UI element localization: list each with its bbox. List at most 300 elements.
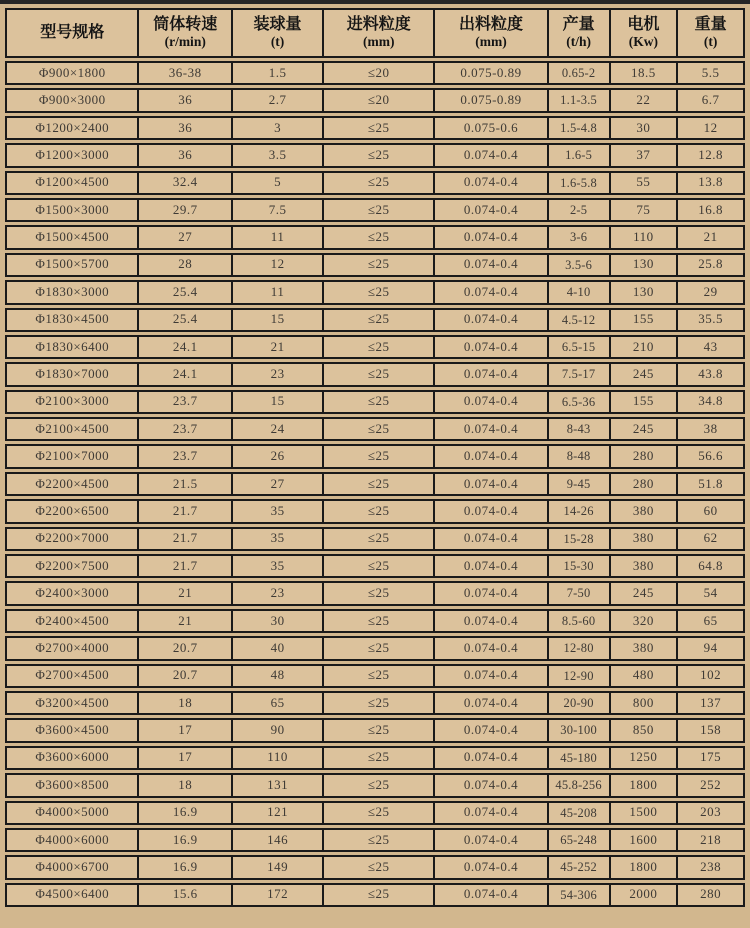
table-cell-model: Φ2100×3000	[7, 392, 139, 412]
table-cell-discharge-size: 0.074-0.4	[435, 529, 548, 549]
table-cell-ball-load: 23	[233, 583, 324, 603]
table-cell-capacity: 8-43	[549, 419, 611, 439]
table-cell-motor: 800	[611, 693, 679, 713]
column-unit: (mm)	[363, 34, 395, 50]
table-row	[5, 636, 745, 660]
table-cell-model: Φ2700×4500	[7, 666, 139, 686]
table-cell-capacity: 15-28	[549, 529, 611, 549]
table-row	[5, 88, 745, 112]
table-cell-motor: 245	[611, 419, 679, 439]
table-cell-feed-size: ≤25	[324, 857, 435, 877]
table-cell-feed-size: ≤25	[324, 118, 435, 138]
table-cell-motor: 380	[611, 529, 679, 549]
table-cell-motor: 210	[611, 337, 679, 357]
table-cell-discharge-size: 0.074-0.4	[435, 720, 548, 740]
table-row	[5, 581, 745, 605]
table-cell-feed-size: ≤25	[324, 775, 435, 795]
table-cell-model: Φ3600×8500	[7, 775, 139, 795]
table-cell-feed-size: ≤25	[324, 638, 435, 658]
table-cell-weight: 54	[703, 585, 718, 601]
table-cell-model: Φ1500×5700	[7, 255, 139, 275]
table-cell-weight: 5.5	[701, 64, 720, 80]
table-cell-model: Φ2100×4500	[7, 419, 139, 439]
table-cell-capacity: 8.5-60	[549, 611, 611, 631]
table-cell-ball-load: 21	[233, 337, 324, 357]
table-row	[5, 472, 745, 496]
table-row	[5, 691, 745, 715]
table-cell-ball-load: 11	[233, 282, 324, 302]
table-row	[5, 390, 745, 414]
column-title: 产量	[562, 16, 595, 34]
table-cell-feed-size: ≤25	[324, 310, 435, 330]
table-cell-feed-size: ≤25	[324, 474, 435, 494]
table-row	[5, 171, 745, 195]
table-cell-cylinder-speed: 21.5	[139, 474, 232, 494]
table-cell-motor: 1800	[611, 775, 679, 795]
table-cell-discharge-size: 0.074-0.4	[435, 830, 548, 850]
column-header-capacity	[549, 10, 611, 56]
table-row	[5, 499, 745, 523]
column-title: 进料粒度	[346, 16, 411, 34]
table-row	[5, 527, 745, 551]
table-row	[5, 335, 745, 359]
column-header-ball-load	[233, 10, 324, 56]
table-cell-motor: 245	[611, 583, 679, 603]
column-unit: (mm)	[475, 34, 507, 50]
table-cell-discharge-size: 0.074-0.4	[435, 803, 548, 823]
table-cell-weight: 35.5	[698, 311, 723, 327]
table-cell-motor: 380	[611, 501, 679, 521]
table-cell-feed-size: ≤25	[324, 556, 435, 576]
table-row	[5, 280, 745, 304]
table-cell-discharge-size: 0.074-0.4	[435, 337, 548, 357]
table-cell-feed-size: ≤25	[324, 446, 435, 466]
column-title: 型号规格	[40, 23, 105, 41]
table-cell-ball-load: 7.5	[233, 200, 324, 220]
table-cell-model: Φ2400×3000	[7, 583, 139, 603]
table-cell-ball-load: 35	[233, 556, 324, 576]
table-cell-motor: 2000	[611, 885, 679, 905]
table-cell-discharge-size: 0.074-0.4	[435, 693, 548, 713]
table-cell-weight: 137	[700, 694, 722, 710]
table-cell-weight: 16.8	[698, 201, 723, 217]
table-cell-capacity: 1.6-5.8	[549, 173, 611, 193]
table-row	[5, 143, 745, 167]
table-cell-ball-load: 146	[233, 830, 324, 850]
table-cell-discharge-size: 0.074-0.4	[435, 364, 548, 384]
table-cell-discharge-size: 0.075-0.89	[435, 63, 548, 83]
table-cell-motor: 130	[611, 282, 679, 302]
table-cell-motor: 1800	[611, 857, 679, 877]
table-cell-discharge-size: 0.074-0.4	[435, 173, 548, 193]
table-cell-capacity: 4-10	[549, 282, 611, 302]
column-header-feed-size	[324, 10, 435, 56]
table-cell-discharge-size: 0.074-0.4	[435, 556, 548, 576]
table-cell-ball-load: 131	[233, 775, 324, 795]
table-cell-capacity: 12-90	[549, 666, 611, 686]
table-row	[5, 308, 745, 332]
table-cell-model: Φ900×1800	[7, 63, 139, 83]
table-cell-capacity: 4.5-12	[549, 310, 611, 330]
column-unit: (r/min)	[164, 34, 206, 50]
table-row	[5, 801, 745, 825]
table-cell-capacity: 8-48	[549, 446, 611, 466]
table-cell-discharge-size: 0.074-0.4	[435, 583, 548, 603]
table-cell-feed-size: ≤25	[324, 501, 435, 521]
table-cell-cylinder-speed: 24.1	[139, 337, 232, 357]
table-cell-feed-size: ≤25	[324, 693, 435, 713]
table-cell-motor: 280	[611, 474, 679, 494]
table-cell-discharge-size: 0.074-0.4	[435, 474, 548, 494]
table-cell-ball-load: 35	[233, 529, 324, 549]
table-cell-discharge-size: 0.075-0.6	[435, 118, 548, 138]
table-cell-discharge-size: 0.074-0.4	[435, 501, 548, 521]
table-row	[5, 362, 745, 386]
table-cell-feed-size: ≤25	[324, 720, 435, 740]
table-cell-cylinder-speed: 21.7	[139, 501, 232, 521]
table-row	[5, 855, 745, 879]
table-cell-cylinder-speed: 15.6	[139, 885, 232, 905]
table-cell-feed-size: ≤25	[324, 282, 435, 302]
table-row	[5, 554, 745, 578]
table-cell-ball-load: 15	[233, 310, 324, 330]
table-cell-discharge-size: 0.074-0.4	[435, 638, 548, 658]
table-cell-ball-load: 12	[233, 255, 324, 275]
table-cell-discharge-size: 0.074-0.4	[435, 885, 548, 905]
table-cell-cylinder-speed: 36	[139, 118, 232, 138]
table-cell-capacity: 9-45	[549, 474, 611, 494]
table-cell-capacity: 1.6-5	[549, 145, 611, 165]
table-cell-feed-size: ≤25	[324, 200, 435, 220]
table-cell-discharge-size: 0.074-0.4	[435, 446, 548, 466]
table-cell-cylinder-speed: 18	[139, 693, 232, 713]
table-cell-feed-size: ≤25	[324, 803, 435, 823]
table-cell-motor: 55	[611, 173, 679, 193]
table-cell-weight: 43	[703, 338, 718, 354]
table-cell-model: Φ3600×6000	[7, 748, 139, 768]
table-cell-ball-load: 27	[233, 474, 324, 494]
table-cell-ball-load: 35	[233, 501, 324, 521]
table-cell-weight: 238	[700, 859, 722, 875]
table-cell-model: Φ900×3000	[7, 90, 139, 110]
table-cell-weight: 60	[703, 502, 718, 518]
table-cell-discharge-size: 0.074-0.4	[435, 666, 548, 686]
table-cell-ball-load: 24	[233, 419, 324, 439]
table-cell-cylinder-speed: 24.1	[139, 364, 232, 384]
table-cell-motor: 850	[611, 720, 679, 740]
table-cell-feed-size: ≤25	[324, 666, 435, 686]
table-cell-weight: 38	[703, 420, 718, 436]
table-row	[5, 828, 745, 852]
table-cell-ball-load: 26	[233, 446, 324, 466]
column-title: 重量	[694, 16, 727, 34]
table-cell-feed-size: ≤25	[324, 173, 435, 193]
table-cell-motor: 380	[611, 556, 679, 576]
table-cell-ball-load: 90	[233, 720, 324, 740]
table-cell-ball-load: 121	[233, 803, 324, 823]
table-cell-capacity: 14-26	[549, 501, 611, 521]
table-cell-feed-size: ≤20	[324, 63, 435, 83]
table-cell-capacity: 1.5-4.8	[549, 118, 611, 138]
table-cell-model: Φ2200×6500	[7, 501, 139, 521]
table-cell-cylinder-speed: 18	[139, 775, 232, 795]
column-header-discharge-size	[435, 10, 548, 56]
column-title: 出料粒度	[458, 16, 523, 34]
table-cell-ball-load: 15	[233, 392, 324, 412]
table-cell-model: Φ1500×4500	[7, 227, 139, 247]
table-cell-model: Φ4000×6000	[7, 830, 139, 850]
table-cell-weight: 25.8	[698, 256, 723, 272]
table-cell-ball-load: 172	[233, 885, 324, 905]
table-cell-motor: 110	[611, 227, 679, 247]
table-row	[5, 773, 745, 797]
table-cell-motor: 22	[611, 90, 679, 110]
column-unit: (Kw)	[628, 34, 658, 50]
table-cell-discharge-size: 0.074-0.4	[435, 392, 548, 412]
table-cell-discharge-size: 0.074-0.4	[435, 748, 548, 768]
table-cell-cylinder-speed: 16.9	[139, 857, 232, 877]
table-row	[5, 444, 745, 468]
column-title: 装球量	[253, 16, 302, 34]
table-row	[5, 609, 745, 633]
column-header-weight	[678, 10, 743, 56]
table-cell-ball-load: 3	[233, 118, 324, 138]
table-cell-model: Φ4000×5000	[7, 803, 139, 823]
table-row	[5, 718, 745, 742]
table-cell-cylinder-speed: 17	[139, 748, 232, 768]
table-cell-weight: 94	[703, 639, 718, 655]
table-cell-weight: 175	[700, 749, 722, 765]
table-cell-motor: 480	[611, 666, 679, 686]
table-cell-cylinder-speed: 28	[139, 255, 232, 275]
table-cell-discharge-size: 0.074-0.4	[435, 611, 548, 631]
table-row	[5, 116, 745, 140]
table-cell-capacity: 65-248	[549, 830, 611, 850]
table-cell-weight: 13.8	[698, 174, 723, 190]
table-cell-ball-load: 110	[233, 748, 324, 768]
table-cell-feed-size: ≤25	[324, 145, 435, 165]
table-cell-weight: 218	[700, 831, 722, 847]
table-row	[5, 61, 745, 85]
table-cell-capacity: 15-30	[549, 556, 611, 576]
table-cell-feed-size: ≤25	[324, 255, 435, 275]
table-cell-discharge-size: 0.074-0.4	[435, 857, 548, 877]
table-cell-model: Φ3600×4500	[7, 720, 139, 740]
table-cell-ball-load: 65	[233, 693, 324, 713]
table-cell-weight: 21	[703, 229, 718, 245]
table-cell-cylinder-speed: 17	[139, 720, 232, 740]
table-cell-feed-size: ≤25	[324, 830, 435, 850]
column-header-model	[7, 10, 139, 56]
table-cell-cylinder-speed: 21	[139, 583, 232, 603]
table-row	[5, 225, 745, 249]
table-cell-motor: 30	[611, 118, 679, 138]
ball-mill-spec-table	[5, 8, 745, 907]
table-cell-model: Φ2700×4000	[7, 638, 139, 658]
table-cell-discharge-size: 0.074-0.4	[435, 255, 548, 275]
table-cell-cylinder-speed: 21	[139, 611, 232, 631]
table-cell-cylinder-speed: 25.4	[139, 310, 232, 330]
column-header-motor	[611, 10, 679, 56]
table-cell-weight: 12	[703, 119, 718, 135]
table-cell-motor: 18.5	[611, 63, 679, 83]
table-cell-cylinder-speed: 25.4	[139, 282, 232, 302]
table-row	[5, 417, 745, 441]
table-cell-feed-size: ≤20	[324, 90, 435, 110]
table-cell-cylinder-speed: 21.7	[139, 556, 232, 576]
table-cell-model: Φ4500×6400	[7, 885, 139, 905]
table-cell-motor: 1250	[611, 748, 679, 768]
table-cell-capacity: 3.5-6	[549, 255, 611, 275]
column-unit: (t)	[270, 34, 285, 50]
table-cell-capacity: 7-50	[549, 583, 611, 603]
table-cell-weight: 158	[700, 722, 722, 738]
table-cell-capacity: 30-100	[549, 720, 611, 740]
table-cell-discharge-size: 0.074-0.4	[435, 145, 548, 165]
table-cell-model: Φ1200×2400	[7, 118, 139, 138]
table-cell-cylinder-speed: 36	[139, 145, 232, 165]
table-cell-motor: 320	[611, 611, 679, 631]
table-cell-cylinder-speed: 20.7	[139, 638, 232, 658]
table-cell-cylinder-speed: 29.7	[139, 200, 232, 220]
table-cell-model: Φ2100×7000	[7, 446, 139, 466]
table-cell-motor: 1600	[611, 830, 679, 850]
table-cell-discharge-size: 0.074-0.4	[435, 310, 548, 330]
table-cell-model: Φ1830×7000	[7, 364, 139, 384]
table-cell-cylinder-speed: 23.7	[139, 419, 232, 439]
table-cell-weight: 12.8	[698, 146, 723, 162]
table-cell-ball-load: 149	[233, 857, 324, 877]
table-cell-ball-load: 5	[233, 173, 324, 193]
table-cell-model: Φ4000×6700	[7, 857, 139, 877]
table-row	[5, 253, 745, 277]
table-cell-weight: 56.6	[698, 448, 723, 464]
table-cell-discharge-size: 0.074-0.4	[435, 282, 548, 302]
table-cell-capacity: 1.1-3.5	[549, 90, 611, 110]
table-cell-weight: 102	[700, 667, 722, 683]
table-cell-weight: 51.8	[698, 475, 723, 491]
table-cell-model: Φ1200×3000	[7, 145, 139, 165]
table-cell-feed-size: ≤25	[324, 885, 435, 905]
table-row	[5, 664, 745, 688]
table-row	[5, 746, 745, 770]
table-cell-model: Φ3200×4500	[7, 693, 139, 713]
table-cell-discharge-size: 0.074-0.4	[435, 200, 548, 220]
table-cell-capacity: 6.5-36	[549, 392, 611, 412]
table-cell-cylinder-speed: 16.9	[139, 803, 232, 823]
table-cell-feed-size: ≤25	[324, 392, 435, 412]
table-cell-cylinder-speed: 23.7	[139, 446, 232, 466]
table-cell-motor: 1500	[611, 803, 679, 823]
table-cell-motor: 245	[611, 364, 679, 384]
table-cell-model: Φ1830×3000	[7, 282, 139, 302]
table-cell-capacity: 45-208	[549, 803, 611, 823]
table-cell-feed-size: ≤25	[324, 227, 435, 247]
table-cell-capacity: 45-180	[549, 748, 611, 768]
table-cell-weight: 65	[703, 612, 718, 628]
table-cell-cylinder-speed: 16.9	[139, 830, 232, 850]
table-cell-weight: 252	[700, 776, 722, 792]
table-cell-motor: 155	[611, 310, 679, 330]
table-cell-capacity: 45-252	[549, 857, 611, 877]
table-cell-weight: 203	[700, 804, 722, 820]
table-cell-model: Φ2200×7000	[7, 529, 139, 549]
column-unit: (t)	[703, 34, 718, 50]
table-cell-discharge-size: 0.075-0.89	[435, 90, 548, 110]
table-cell-ball-load: 1.5	[233, 63, 324, 83]
table-cell-motor: 130	[611, 255, 679, 275]
table-cell-ball-load: 40	[233, 638, 324, 658]
table-cell-cylinder-speed: 21.7	[139, 529, 232, 549]
table-cell-capacity: 7.5-17	[549, 364, 611, 384]
table-cell-capacity: 6.5-15	[549, 337, 611, 357]
table-row	[5, 883, 745, 907]
table-cell-ball-load: 48	[233, 666, 324, 686]
table-cell-capacity: 20-90	[549, 693, 611, 713]
table-row	[5, 198, 745, 222]
table-cell-capacity: 3-6	[549, 227, 611, 247]
table-cell-model: Φ1500×3000	[7, 200, 139, 220]
table-cell-cylinder-speed: 23.7	[139, 392, 232, 412]
table-cell-discharge-size: 0.074-0.4	[435, 227, 548, 247]
table-cell-feed-size: ≤25	[324, 364, 435, 384]
table-cell-model: Φ1830×4500	[7, 310, 139, 330]
table-cell-motor: 37	[611, 145, 679, 165]
table-cell-feed-size: ≤25	[324, 748, 435, 768]
table-cell-motor: 155	[611, 392, 679, 412]
table-cell-ball-load: 11	[233, 227, 324, 247]
table-cell-cylinder-speed: 20.7	[139, 666, 232, 686]
table-cell-weight: 6.7	[701, 92, 720, 108]
table-cell-discharge-size: 0.074-0.4	[435, 419, 548, 439]
table-body	[5, 61, 745, 907]
table-cell-capacity: 0.65-2	[549, 63, 611, 83]
table-cell-cylinder-speed: 36-38	[139, 63, 232, 83]
table-cell-ball-load: 23	[233, 364, 324, 384]
table-cell-cylinder-speed: 27	[139, 227, 232, 247]
table-cell-capacity: 12-80	[549, 638, 611, 658]
column-unit: (t/h)	[566, 34, 591, 50]
table-cell-cylinder-speed: 32.4	[139, 173, 232, 193]
column-header-cylinder-speed	[139, 10, 232, 56]
table-cell-ball-load: 2.7	[233, 90, 324, 110]
table-cell-model: Φ2200×4500	[7, 474, 139, 494]
table-cell-weight: 62	[703, 530, 718, 546]
table-cell-feed-size: ≤25	[324, 337, 435, 357]
table-cell-model: Φ2200×7500	[7, 556, 139, 576]
table-cell-weight: 43.8	[698, 366, 723, 382]
table-cell-motor: 380	[611, 638, 679, 658]
table-cell-motor: 75	[611, 200, 679, 220]
table-cell-weight: 34.8	[698, 393, 723, 409]
table-cell-capacity: 54-306	[549, 885, 611, 905]
table-cell-cylinder-speed: 36	[139, 90, 232, 110]
table-cell-weight: 29	[703, 283, 718, 299]
table-cell-feed-size: ≤25	[324, 419, 435, 439]
table-cell-capacity: 2-5	[549, 200, 611, 220]
table-cell-capacity: 45.8-256	[549, 775, 611, 795]
top-divider	[0, 0, 750, 4]
table-cell-model: Φ1830×6400	[7, 337, 139, 357]
table-cell-model: Φ1200×4500	[7, 173, 139, 193]
table-cell-discharge-size: 0.074-0.4	[435, 775, 548, 795]
table-cell-weight: 280	[700, 886, 722, 902]
table-cell-feed-size: ≤25	[324, 529, 435, 549]
table-cell-ball-load: 3.5	[233, 145, 324, 165]
table-cell-motor: 280	[611, 446, 679, 466]
table-cell-ball-load: 30	[233, 611, 324, 631]
column-title: 筒体转速	[153, 16, 218, 34]
